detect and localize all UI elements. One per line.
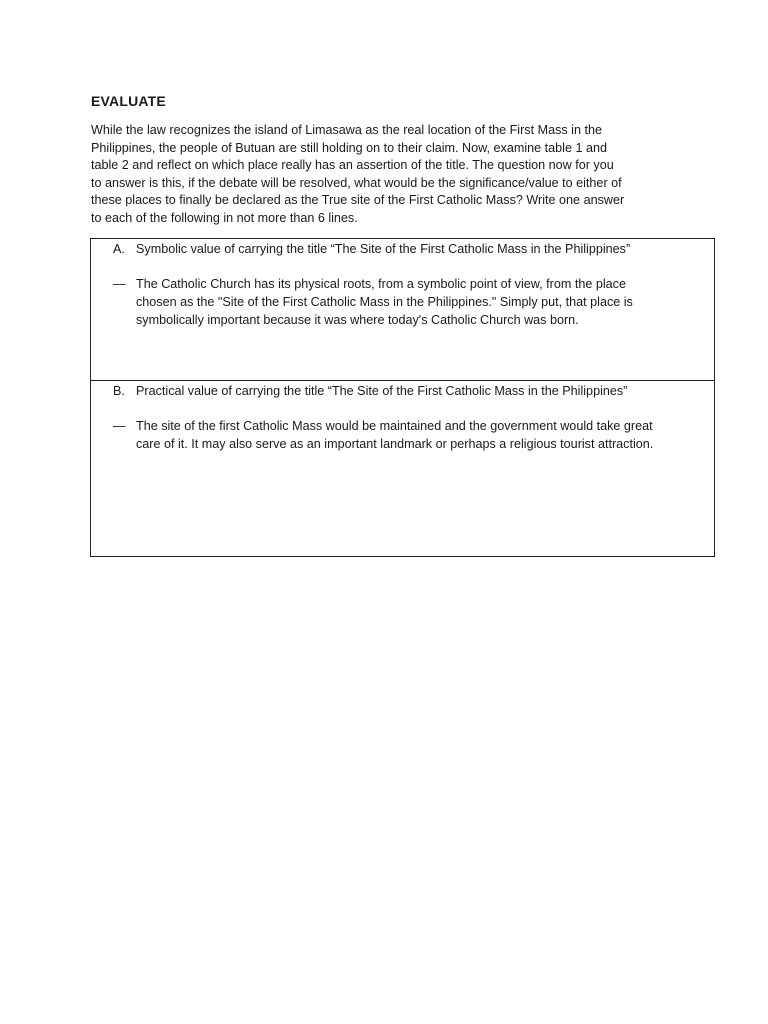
question-text: Symbolic value of carrying the title “The Site of the First Catholic Mass in the Philippines”: [136, 242, 631, 256]
answer-line: The Catholic Church has its physical roots, from a symbolic point of view, from the place: [136, 277, 626, 291]
intro-line: table 2 and reflect on which place really has an assertion of the title. The question now for you: [91, 158, 614, 173]
section-heading: EVALUATE: [91, 93, 166, 109]
answer-line: symbolically important because it was where today's Catholic Church was born.: [136, 313, 579, 327]
answer-line: care of it. It may also serve as an important landmark or perhaps a religious tourist attraction.: [136, 437, 654, 451]
question-letter: A.: [113, 242, 125, 256]
dash-bullet: —: [113, 277, 126, 291]
intro-line: these places to finally be declared as the True site of the First Catholic Mass? Write one answer: [91, 193, 625, 208]
intro-line: Philippines, the people of Butuan are still holding on to their claim. Now, examine table 1 and: [91, 140, 607, 155]
question-practical-value: [113, 382, 627, 400]
question-symbolic-value: [113, 240, 630, 258]
dash-bullet: —: [113, 419, 126, 433]
answer-table: [90, 238, 715, 557]
answer-text: [136, 417, 711, 453]
answer-line: chosen as the "Site of the First Catholic Mass in the Philippines." Simply put, that place is: [136, 295, 633, 309]
intro-paragraph: [91, 122, 691, 228]
answer-text: [136, 275, 711, 329]
question-text: Practical value of carrying the title “The Site of the First Catholic Mass in the Philippines”: [136, 384, 628, 398]
question-letter: B.: [113, 384, 125, 398]
answer-line: The site of the first Catholic Mass would be maintained and the government would take great: [136, 419, 653, 433]
intro-line: While the law recognizes the island of Limasawa as the real location of the First Mass in the: [91, 123, 602, 137]
answer-cell-practical: [91, 381, 714, 556]
intro-line: to each of the following in not more than 6 lines.: [91, 210, 358, 225]
answer-cell-symbolic: [91, 239, 714, 381]
intro-line: to answer is this, if the debate will be resolved, what would be the significance/value to either of: [91, 175, 622, 190]
